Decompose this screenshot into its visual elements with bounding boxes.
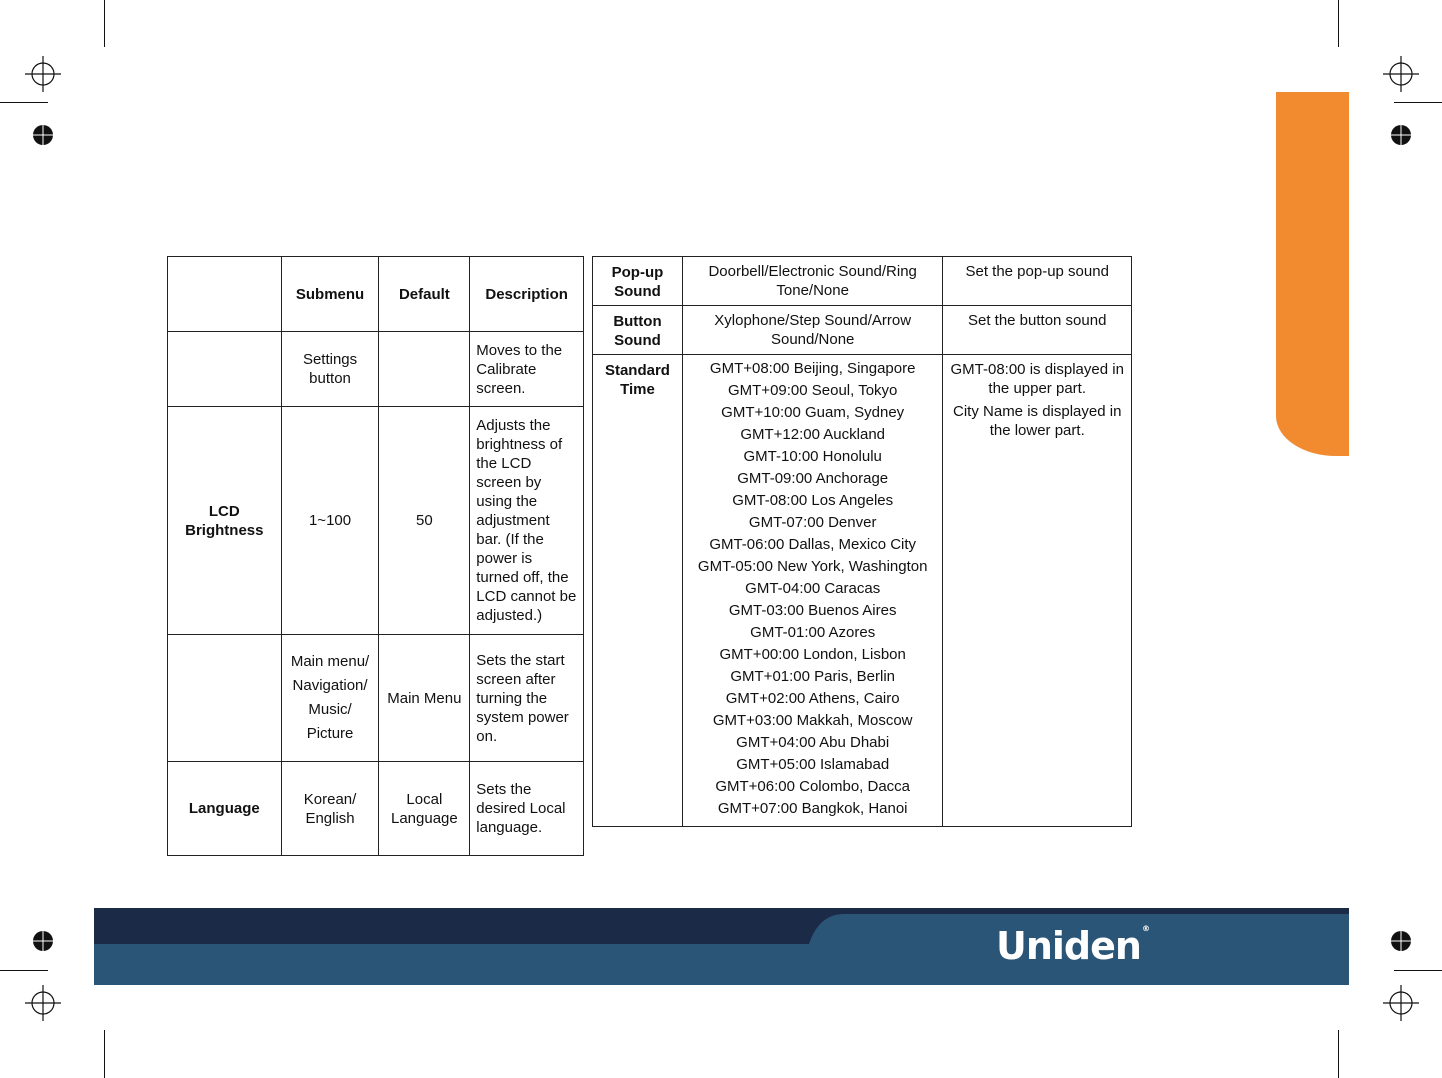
description-line: GMT-08:00 is displayed in the upper part. bbox=[950, 361, 1124, 397]
timezone-item: GMT+02:00 Athens, Cairo bbox=[725, 690, 900, 707]
row-description: Adjusts the brightness of the LCD screen by using the adjustment bar. (If the power is turned off, the LCD cannot be adjusted.) bbox=[470, 407, 584, 635]
header-submenu: Submenu bbox=[281, 257, 379, 332]
timezone-item: GMT-06:00 Dallas, Mexico City bbox=[709, 536, 917, 553]
settings-table bbox=[167, 256, 584, 856]
timezone-item: GMT-03:00 Buenos Aires bbox=[728, 602, 897, 619]
header-default: Default bbox=[379, 257, 470, 332]
row-description: Set the pop-up sound bbox=[943, 257, 1132, 306]
brand-name: Uniden bbox=[996, 924, 1141, 968]
row-options: Xylophone/Step Sound/Arrow Sound/None bbox=[682, 306, 943, 355]
row-item bbox=[168, 635, 282, 762]
header-description: Description bbox=[470, 257, 584, 332]
sound-time-table bbox=[592, 256, 1132, 827]
crop-mark bbox=[1394, 102, 1442, 103]
crop-mark bbox=[1394, 970, 1442, 971]
row-default: Main Menu bbox=[379, 635, 470, 762]
table-row bbox=[593, 355, 1132, 827]
timezone-item: GMT+03:00 Makkah, Moscow bbox=[712, 712, 913, 729]
registration-mark-icon bbox=[25, 985, 61, 1021]
row-description: Sets the start screen after turning the system power on. bbox=[470, 635, 584, 762]
timezone-item: GMT-01:00 Azores bbox=[750, 624, 876, 641]
timezone-item: GMT+12:00 Auckland bbox=[740, 426, 886, 443]
row-item bbox=[168, 332, 282, 407]
registration-dot-icon bbox=[1389, 929, 1413, 953]
timezone-list bbox=[688, 360, 938, 818]
table-row bbox=[593, 306, 1132, 355]
submenu-line: Music/ bbox=[308, 701, 352, 718]
brand-logo bbox=[996, 924, 1149, 968]
crop-mark bbox=[104, 1030, 105, 1078]
table-row bbox=[168, 635, 584, 762]
timezone-item: GMT-10:00 Honolulu bbox=[743, 448, 882, 465]
footer-band bbox=[94, 908, 1349, 985]
table-header-row bbox=[168, 257, 584, 332]
row-default: Local Language bbox=[379, 762, 470, 856]
row-options: Doorbell/Electronic Sound/Ring Tone/None bbox=[682, 257, 943, 306]
row-default: 50 bbox=[379, 407, 470, 635]
submenu-line: Navigation/ bbox=[292, 677, 368, 694]
row-description: Set the button sound bbox=[943, 306, 1132, 355]
table-row bbox=[168, 332, 584, 407]
row-item: Language bbox=[168, 762, 282, 856]
table-row bbox=[593, 257, 1132, 306]
registration-dot-icon bbox=[1389, 123, 1413, 147]
timezone-item: GMT+05:00 Islamabad bbox=[736, 756, 890, 773]
submenu-line: Picture bbox=[306, 725, 354, 742]
row-item: Button Sound bbox=[593, 306, 683, 355]
row-item: Standard Time bbox=[593, 355, 683, 827]
row-description: Moves to the Calibrate screen. bbox=[470, 332, 584, 407]
timezone-item: GMT+10:00 Guam, Sydney bbox=[721, 404, 905, 421]
timezone-item: GMT+06:00 Colombo, Dacca bbox=[715, 778, 911, 795]
footer-shape-icon bbox=[94, 908, 1349, 985]
row-submenu: Settings button bbox=[281, 332, 379, 407]
timezone-item: GMT-05:00 New York, Washington bbox=[697, 558, 928, 575]
crop-mark bbox=[1338, 0, 1339, 47]
row-description bbox=[943, 355, 1132, 827]
registration-dot-icon bbox=[31, 123, 55, 147]
row-default bbox=[379, 332, 470, 407]
timezone-item: GMT+01:00 Paris, Berlin bbox=[730, 668, 896, 685]
row-submenu: 1~100 bbox=[281, 407, 379, 635]
header-item bbox=[168, 257, 282, 332]
timezone-item: GMT-04:00 Caracas bbox=[745, 580, 881, 597]
timezone-item: GMT+09:00 Seoul, Tokyo bbox=[727, 382, 898, 399]
crop-mark bbox=[1338, 1030, 1339, 1078]
submenu-line: Main menu/ bbox=[290, 653, 370, 670]
row-item: Pop-up Sound bbox=[593, 257, 683, 306]
row-description: Sets the desired Local language. bbox=[470, 762, 584, 856]
timezone-item: GMT+04:00 Abu Dhabi bbox=[736, 734, 890, 751]
timezone-item: GMT+00:00 London, Lisbon bbox=[719, 646, 906, 663]
table-row bbox=[168, 762, 584, 856]
registration-dot-icon bbox=[31, 929, 55, 953]
registration-mark-icon bbox=[1383, 985, 1419, 1021]
timezone-item: GMT+07:00 Bangkok, Hanoi bbox=[717, 800, 908, 817]
crop-mark bbox=[104, 0, 105, 47]
row-options bbox=[682, 355, 943, 827]
registration-mark-icon bbox=[1383, 56, 1419, 92]
crop-mark bbox=[0, 102, 48, 103]
timezone-item: GMT+08:00 Beijing, Singapore bbox=[709, 360, 916, 377]
timezone-item: GMT-08:00 Los Angeles bbox=[732, 492, 894, 509]
registration-mark-icon bbox=[25, 56, 61, 92]
timezone-item: GMT-07:00 Denver bbox=[748, 514, 877, 531]
timezone-item: GMT-09:00 Anchorage bbox=[737, 470, 889, 487]
crop-mark bbox=[0, 970, 48, 971]
table-row bbox=[168, 407, 584, 635]
row-submenu: Korean/ English bbox=[281, 762, 379, 856]
row-item: LCD Brightness bbox=[168, 407, 282, 635]
description-line: City Name is displayed in the lower part. bbox=[953, 403, 1122, 439]
section-tab bbox=[1276, 92, 1349, 456]
registered-mark: ® bbox=[1141, 924, 1149, 933]
row-submenu bbox=[281, 635, 379, 762]
